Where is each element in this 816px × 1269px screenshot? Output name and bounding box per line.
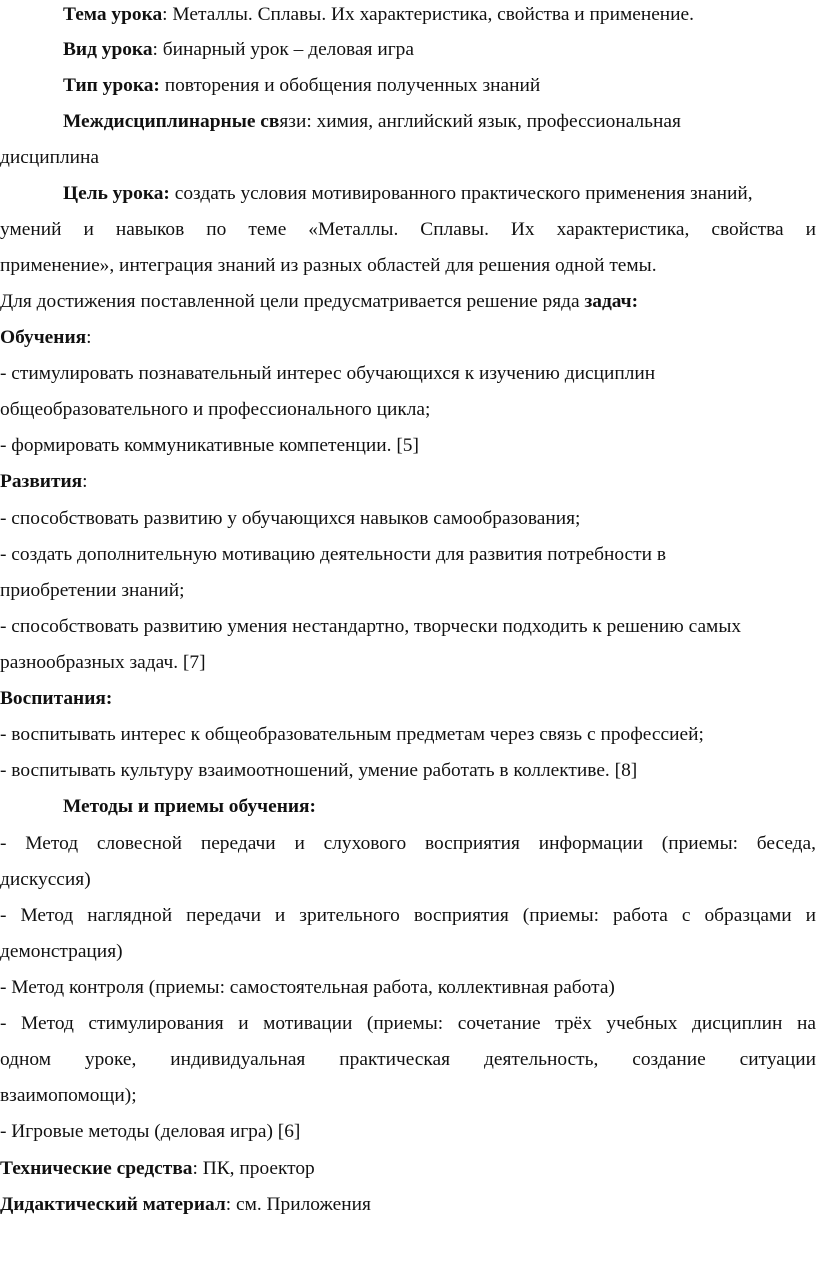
development-item-3: - способствовать развитию умения нестандартно, творчески подходить к решению самых: [0, 616, 742, 637]
method-2: - Метод наглядной передачи и зрительного восприятия (приемы: работа с образцами и: [0, 905, 816, 926]
lesson-kind: [0, 37, 816, 63]
learning-label: Обучения: [0, 327, 87, 348]
learning-item-1: - стимулировать познавательный интерес обучающихся к изучению дисциплин: [0, 363, 656, 384]
development-label: Развития: [0, 471, 83, 492]
technical-means: [0, 1156, 816, 1182]
lesson-goal-line-1: [0, 181, 816, 207]
tasks-intro-text: Для достижения поставленной цели предусматривается решение ряда: [0, 291, 585, 312]
lesson-type-label: Тип урока:: [63, 75, 160, 96]
lesson-type-text: повторения и обобщения полученных знаний: [159, 75, 541, 96]
tasks-intro: [0, 289, 816, 315]
interdisciplinary-links: [0, 109, 816, 135]
development-item-2-continued: приобретении знаний;: [0, 580, 185, 601]
method-1-continued: дискуссия): [0, 869, 91, 890]
technical-means-text: : ПК, проектор: [192, 1158, 315, 1179]
tasks-intro-bold: задач:: [584, 291, 639, 312]
lesson-topic-label: Тема урока: [63, 4, 163, 25]
interdisciplinary-links-label: Междисциплинарные св: [63, 111, 280, 132]
development-colon: :: [82, 471, 88, 492]
upbringing-item-2: - воспитывать культуру взаимоотношений, умение работать в коллективе. [8]: [0, 760, 638, 781]
lesson-type: [0, 73, 816, 99]
lesson-topic-text: : Металлы. Сплавы. Их характеристика, свойства и применение.: [162, 4, 695, 25]
method-4-continued: одном уроке, индивидуальная практическая деятельность, создание ситуации: [0, 1049, 816, 1070]
lesson-goal-text: создать условия мотивированного практического применения знаний,: [169, 183, 753, 204]
learning-colon: :: [86, 327, 92, 348]
didactic-material: [0, 1192, 816, 1218]
interdisciplinary-links-text: : химия, английский язык, профессиональная: [306, 111, 681, 132]
development-item-3-continued: разнообразных задач. [7]: [0, 652, 206, 673]
lesson-kind-label: Вид урока: [63, 39, 153, 60]
methods-heading: [0, 794, 816, 820]
method-4-continued-2: взаимопомощи);: [0, 1085, 137, 1106]
method-2-continued: демонстрация): [0, 941, 123, 962]
lesson-goal-label: Цель урока:: [63, 183, 170, 204]
method-1: - Метод словесной передачи и слухового восприятия информации (приемы: беседа,: [0, 833, 816, 854]
interdisciplinary-links-continued: дисциплина: [0, 147, 100, 168]
interdisciplinary-links-label-tail: язи: [279, 111, 307, 132]
upbringing-label: Воспитания:: [0, 688, 113, 709]
learning-item-2: - формировать коммуникативные компетенции. [5]: [0, 435, 419, 456]
methods-heading-text: Методы и приемы обучения:: [63, 796, 316, 817]
lesson-goal-line-3: применение», интеграция знаний из разных областей для решения одной темы.: [0, 255, 657, 276]
technical-means-label: Технические средства: [0, 1158, 193, 1179]
development-heading: [0, 469, 816, 495]
learning-item-1-continued: общеобразовательного и профессионального цикла;: [0, 399, 431, 420]
development-item-1: - способствовать развитию у обучающихся навыков самообразования;: [0, 508, 581, 529]
upbringing-heading: [0, 686, 816, 712]
method-3: - Метод контроля (приемы: самостоятельная работа, коллективная работа): [0, 977, 615, 998]
lesson-topic: [0, 2, 816, 28]
lesson-goal-line-2: умений и навыков по теме «Металлы. Сплавы. Их характеристика, свойства и: [0, 219, 816, 240]
didactic-material-text: : см. Приложения: [225, 1194, 371, 1215]
lesson-kind-text: : бинарный урок – деловая игра: [152, 39, 414, 60]
learning-heading: [0, 325, 816, 351]
development-item-2: - создать дополнительную мотивацию деятельности для развития потребности в: [0, 544, 667, 565]
upbringing-item-1: - воспитывать интерес к общеобразовательным предметам через связь с профессией;: [0, 724, 704, 745]
didactic-material-label: Дидактический материал: [0, 1194, 226, 1215]
method-4: - Метод стимулирования и мотивации (приемы: сочетание трёх учебных дисциплин на: [0, 1013, 816, 1034]
method-5: - Игровые методы (деловая игра) [6]: [0, 1121, 301, 1142]
